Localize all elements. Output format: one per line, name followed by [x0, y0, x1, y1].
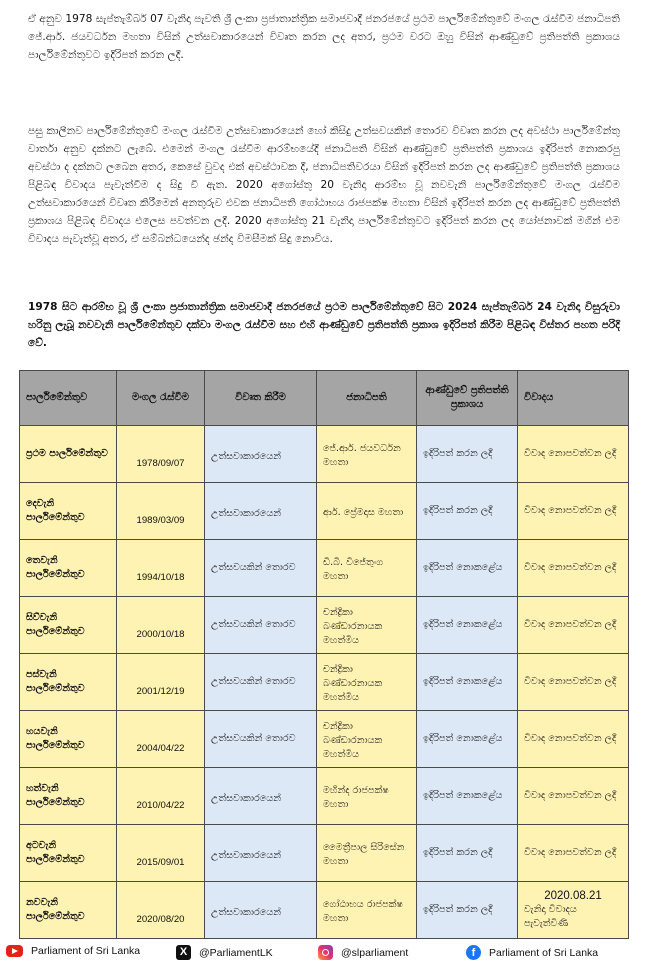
cell-opening-text: උත්සවයකින් තොරව	[211, 619, 296, 630]
cell-president-text: මහින්ද රාජපක්ෂ මහතා	[323, 785, 389, 810]
cell-parliament	[20, 654, 117, 711]
cell-debate-text: විවාද නොපවත්වන ලදී	[524, 847, 617, 858]
instagram-label: @slparliament	[341, 946, 409, 959]
cell-parliament-text: පස්වැනි පාර්ලිමේන්තුව	[26, 669, 85, 694]
cell-date-text: 1994/10/18	[136, 572, 185, 583]
cell-policy-text: ඉදිරිපත් නොකළේය	[423, 733, 503, 744]
header-parliament: පාර්ලිමේන්තුව	[20, 371, 117, 426]
cell-date-text: 2020/08/20	[136, 914, 185, 925]
cell-debate	[518, 825, 629, 882]
cell-opening-text: උත්සවාකාරයෙන්	[211, 907, 282, 918]
cell-debate	[518, 483, 629, 540]
cell-opening-text: උත්සවාකාරයෙන්	[211, 451, 282, 462]
instagram-link[interactable]	[318, 945, 408, 960]
x-label: @ParliamentLK	[199, 946, 273, 959]
cell-president-text: චන්ද්‍රිකා බණ්ඩාරනායක මහත්මිය	[323, 664, 383, 703]
cell-president-text: චන්ද්‍රිකා බණ්ඩාරනායක මහත්මිය	[323, 607, 383, 646]
cell-president	[317, 768, 417, 825]
header-opening: විවෘත කිරීම	[205, 371, 317, 426]
cell-debate-text: විවාද නොපවත්වන ලදී	[524, 676, 617, 687]
cell-opening	[205, 711, 317, 768]
cell-parliament	[20, 825, 117, 882]
cell-parliament	[20, 711, 117, 768]
cell-parliament	[20, 426, 117, 483]
header-policy: ආණ්ඩුවේ ප්‍රතිපත්ති ප්‍රකාශය	[417, 371, 518, 426]
history-paragraph: පසු කාලීනව පාර්ලිමේන්තුවේ මංගල රැස්වීම උත්සවාකාරයෙන් හෝ කිසිදු උත්සවයකින් තොරව විවෘත කරන ලද අවස්ථා පාර්ලිමේන්තු වාර්තා අනුව දක්නට ලැබේ. එමෙන් මංගල රැස්වීම ආරම්භයේදී ජනාධිපති විසින් ආණ්ඩුවේ ප්‍රතිපත්ති ප්‍රකාශය ඉදිරිපත් නොකරපු අවස්ථා ද දක්නට ලබෙන අතර, කෙසේ වුවද එක් අවස්ථාවක දී, ජනාධිපතිවරයා විසින් ඉදිරිපත් කරන ලද ආණ්ඩුවේ ප්‍රතිපත්ති ප්‍රකාශය පිළිබඳ විවාදය පැවැත්වීම ද සිදු වී ඇත. 2020 අගෝස්තු 20 වැනිදා ආරම්භ වූ නවවැනි පාර්ලිමේන්තුවේ මංගල රැස්වීම උත්සවාකාරයෙන් විවෘත කිරීමෙන් අනතුරුව එවක ජනාධිපති ගෝඨාභය රාජපක්ෂ මහතා විසින් ඉදිරිපත් කරන ලද ආණ්ඩුවේ ප්‍රතිපත්ති ප්‍රකාශය පිළිබඳ විවාදය එලෙස පවත්වන ලදී. 2020 අගෝස්තු 21 වැනිදා පාර්ලිමේන්තුවට ඉදිරිපත් කරන ලද යෝජනාවක් මගින් එම විවාදය පැවැත්වූ අතර, ඒ සම්බන්ධයෙන්ද ඡන්ද විමසීමක් සිදු නොවිය.	[28, 125, 620, 245]
cell-opening	[205, 483, 317, 540]
cell-policy-text: ඉදිරිපත් නොකළේය	[423, 790, 503, 801]
x-link[interactable]	[176, 945, 273, 960]
cell-date-text: 2004/04/22	[136, 743, 185, 754]
x-icon: X	[176, 945, 191, 960]
cell-president-text: චන්ද්‍රිකා බණ්ඩාරනායක මහත්මිය	[323, 721, 383, 760]
cell-date	[117, 711, 205, 768]
youtube-link[interactable]	[6, 945, 140, 957]
facebook-icon: f	[466, 945, 481, 960]
cell-debate-text: විවාද නොපවත්වන ලදී	[524, 790, 617, 801]
table-row	[20, 483, 629, 540]
cell-debate-text: විවාද නොපවත්වන ලදී	[524, 619, 617, 630]
cell-opening-text: උත්සවාකාරයෙන්	[211, 850, 282, 861]
cell-opening-text: උත්සවයකින් තොරව	[211, 733, 296, 744]
cell-opening-text: උත්සවාකාරයෙන්	[211, 793, 282, 804]
cell-policy-text: ඉදිරිපත් නොකළේය	[423, 676, 503, 687]
cell-president	[317, 483, 417, 540]
table-row	[20, 768, 629, 825]
cell-date	[117, 768, 205, 825]
cell-date	[117, 825, 205, 882]
cell-date	[117, 540, 205, 597]
cell-policy	[417, 654, 518, 711]
cell-policy	[417, 711, 518, 768]
cell-opening	[205, 882, 317, 939]
cell-president-text: ජේ.ආර්. ජයවර්ධන මහතා	[323, 443, 401, 468]
cell-date	[117, 597, 205, 654]
header-president: ජනාධිපති	[317, 371, 417, 426]
cell-policy	[417, 426, 518, 483]
table-row	[20, 597, 629, 654]
cell-debate	[518, 768, 629, 825]
cell-president-text: මෛත්‍රීපාල සිරිසේන මහතා	[323, 842, 405, 867]
cell-opening-text: උත්සවාකාරයෙන්	[211, 508, 282, 519]
youtube-label: Parliament of Sri Lanka	[31, 945, 141, 957]
cell-opening	[205, 825, 317, 882]
cell-parliament	[20, 483, 117, 540]
debate-date: 2020.08.21	[544, 890, 602, 902]
cell-debate-text: වැනිදා විවාදය පැවැත්විණි	[524, 904, 577, 929]
facebook-label: Parliament of Sri Lanka	[489, 946, 599, 959]
cell-date-text: 2001/12/19	[136, 686, 185, 697]
cell-debate	[518, 711, 629, 768]
cell-opening	[205, 768, 317, 825]
cell-date-text: 2010/04/22	[136, 800, 185, 811]
cell-date	[117, 654, 205, 711]
header-debate: විවාදය	[518, 371, 629, 426]
cell-president	[317, 882, 417, 939]
cell-policy	[417, 483, 518, 540]
cell-president	[317, 426, 417, 483]
cell-parliament-text: හත්වැනි පාර්ලිමේන්තුව	[26, 783, 85, 808]
cell-opening	[205, 654, 317, 711]
cell-president-text: ගෝඨාභය රාජපක්ෂ මහතා	[323, 899, 403, 924]
cell-opening-text: උත්සවයකින් තොරව	[211, 562, 296, 573]
parliament-sessions-table	[19, 370, 629, 939]
cell-parliament	[20, 882, 117, 939]
header-meeting: මංගල රැස්වීම	[117, 371, 205, 426]
cell-policy-text: ඉදිරිපත් නොකළේය	[423, 619, 503, 630]
cell-president-text: ආර්. ප්‍රේමදාස මහතා	[323, 507, 404, 518]
cell-date	[117, 882, 205, 939]
table-row	[20, 882, 629, 939]
cell-debate-text: විවාද නොපවත්වන ලදී	[524, 448, 617, 459]
cell-date-text: 1989/03/09	[136, 515, 185, 526]
cell-date-text: 1978/09/07	[136, 458, 185, 469]
cell-parliament	[20, 540, 117, 597]
table-row	[20, 711, 629, 768]
cell-parliament-text: ප්‍රථම පාර්ලිමේන්තුව	[26, 448, 108, 459]
cell-opening	[205, 426, 317, 483]
instagram-icon	[318, 945, 333, 960]
cell-policy	[417, 825, 518, 882]
cell-date-text: 2000/10/18	[136, 629, 185, 640]
table-row	[20, 654, 629, 711]
cell-opening	[205, 597, 317, 654]
table-row	[20, 540, 629, 597]
cell-policy	[417, 597, 518, 654]
social-footer	[0, 938, 650, 968]
cell-debate-text: විවාද නොපවත්වන ලදී	[524, 562, 617, 573]
cell-policy	[417, 540, 518, 597]
cell-debate-text: විවාද නොපවත්වන ලදී	[524, 733, 617, 744]
cell-policy-text: ඉදිරිපත් කරන ලදී	[423, 904, 493, 915]
cell-debate	[518, 654, 629, 711]
table-row	[20, 825, 629, 882]
cell-president	[317, 825, 417, 882]
cell-president-text: ඩී.බී. විජේතුංග මහතා	[323, 557, 384, 582]
cell-parliament-text: සිව්වැනි පාර්ලිමේන්තුව	[26, 612, 85, 637]
cell-parliament-text: දෙවැනි පාර්ලිමේන්තුව	[26, 498, 85, 523]
cell-parliament	[20, 768, 117, 825]
table-header-row	[20, 371, 629, 426]
cell-opening	[205, 540, 317, 597]
cell-parliament-text: අටවැනි පාර්ලිමේන්තුව	[26, 840, 85, 865]
cell-president	[317, 597, 417, 654]
cell-president	[317, 540, 417, 597]
youtube-icon	[6, 945, 23, 957]
cell-debate	[518, 426, 629, 483]
cell-policy-text: ඉදිරිපත් නොකළේය	[423, 562, 503, 573]
cell-policy-text: ඉදිරිපත් කරන ලදී	[423, 847, 493, 858]
cell-president	[317, 654, 417, 711]
cell-policy-text: ඉදිරිපත් කරන ලදී	[423, 448, 493, 459]
table-row	[20, 426, 629, 483]
cell-debate	[518, 540, 629, 597]
cell-debate	[518, 597, 629, 654]
cell-president	[317, 711, 417, 768]
cell-date	[117, 426, 205, 483]
cell-parliament-text: තෙවැනි පාර්ලිමේන්තුව	[26, 555, 85, 580]
cell-debate	[518, 882, 629, 939]
cell-policy	[417, 882, 518, 939]
cell-policy-text: ඉදිරිපත් කරන ලදී	[423, 505, 493, 516]
cell-opening-text: උත්සවයකින් තොරව	[211, 676, 296, 687]
cell-date	[117, 483, 205, 540]
cell-parliament-text: නවවැනි පාර්ලිමේන්තුව	[26, 897, 85, 922]
cell-date-text: 2015/09/01	[136, 857, 185, 868]
cell-parliament-text: හයවැනි පාර්ලිමේන්තුව	[26, 726, 85, 751]
cell-parliament	[20, 597, 117, 654]
table-intro-paragraph: 1978 සිට ආරම්භ වූ ශ්‍රී ලංකා ප්‍රජාතාන්ත්‍රික සමාජවාදී ජනරජයේ ප්‍රථම පාර්ලිමේන්තුවේ සිට 2024 සැප්තැම්බර් 24 වැනිදා විසුරුවා හරිනු ලැබූ නවවැනි පාර්ලිමේන්තුව දක්වා මංගල රැස්වීම සහ එහි ආණ්ඩුවේ ප්‍රතිපත්ති ප්‍රකාශ ඉදිරිපත් කිරීම පිළිබඳ විස්තර පහත පරිදි වේ.	[28, 301, 620, 349]
cell-debate-text: විවාද නොපවත්වන ලදී	[524, 505, 617, 516]
cell-policy	[417, 768, 518, 825]
intro-paragraph: ඒ අනුව 1978 සැප්තැම්බර් 07 වැනිදා පැවති ශ්‍රී ලංකා ප්‍රජාතාන්ත්‍රික සමාජවාදී ජනරජයේ ප්‍රථම පාර්ලිමේන්තුවේ මංගල රැස්වීම ජනාධිපති ජේ.ආර්. ජයවර්ධන මහතා විසින් උත්සවාකාරයෙන් විවෘත කරන ලද අතර, ප්‍රථම වරට ඔහු විසින් ආණ්ඩුවේ ප්‍රතිපත්ති ප්‍රකාශය පාර්ලිමේන්තුවට ඉදිරිපත් කරන ලදී.	[28, 13, 620, 61]
facebook-link[interactable]	[466, 945, 598, 960]
